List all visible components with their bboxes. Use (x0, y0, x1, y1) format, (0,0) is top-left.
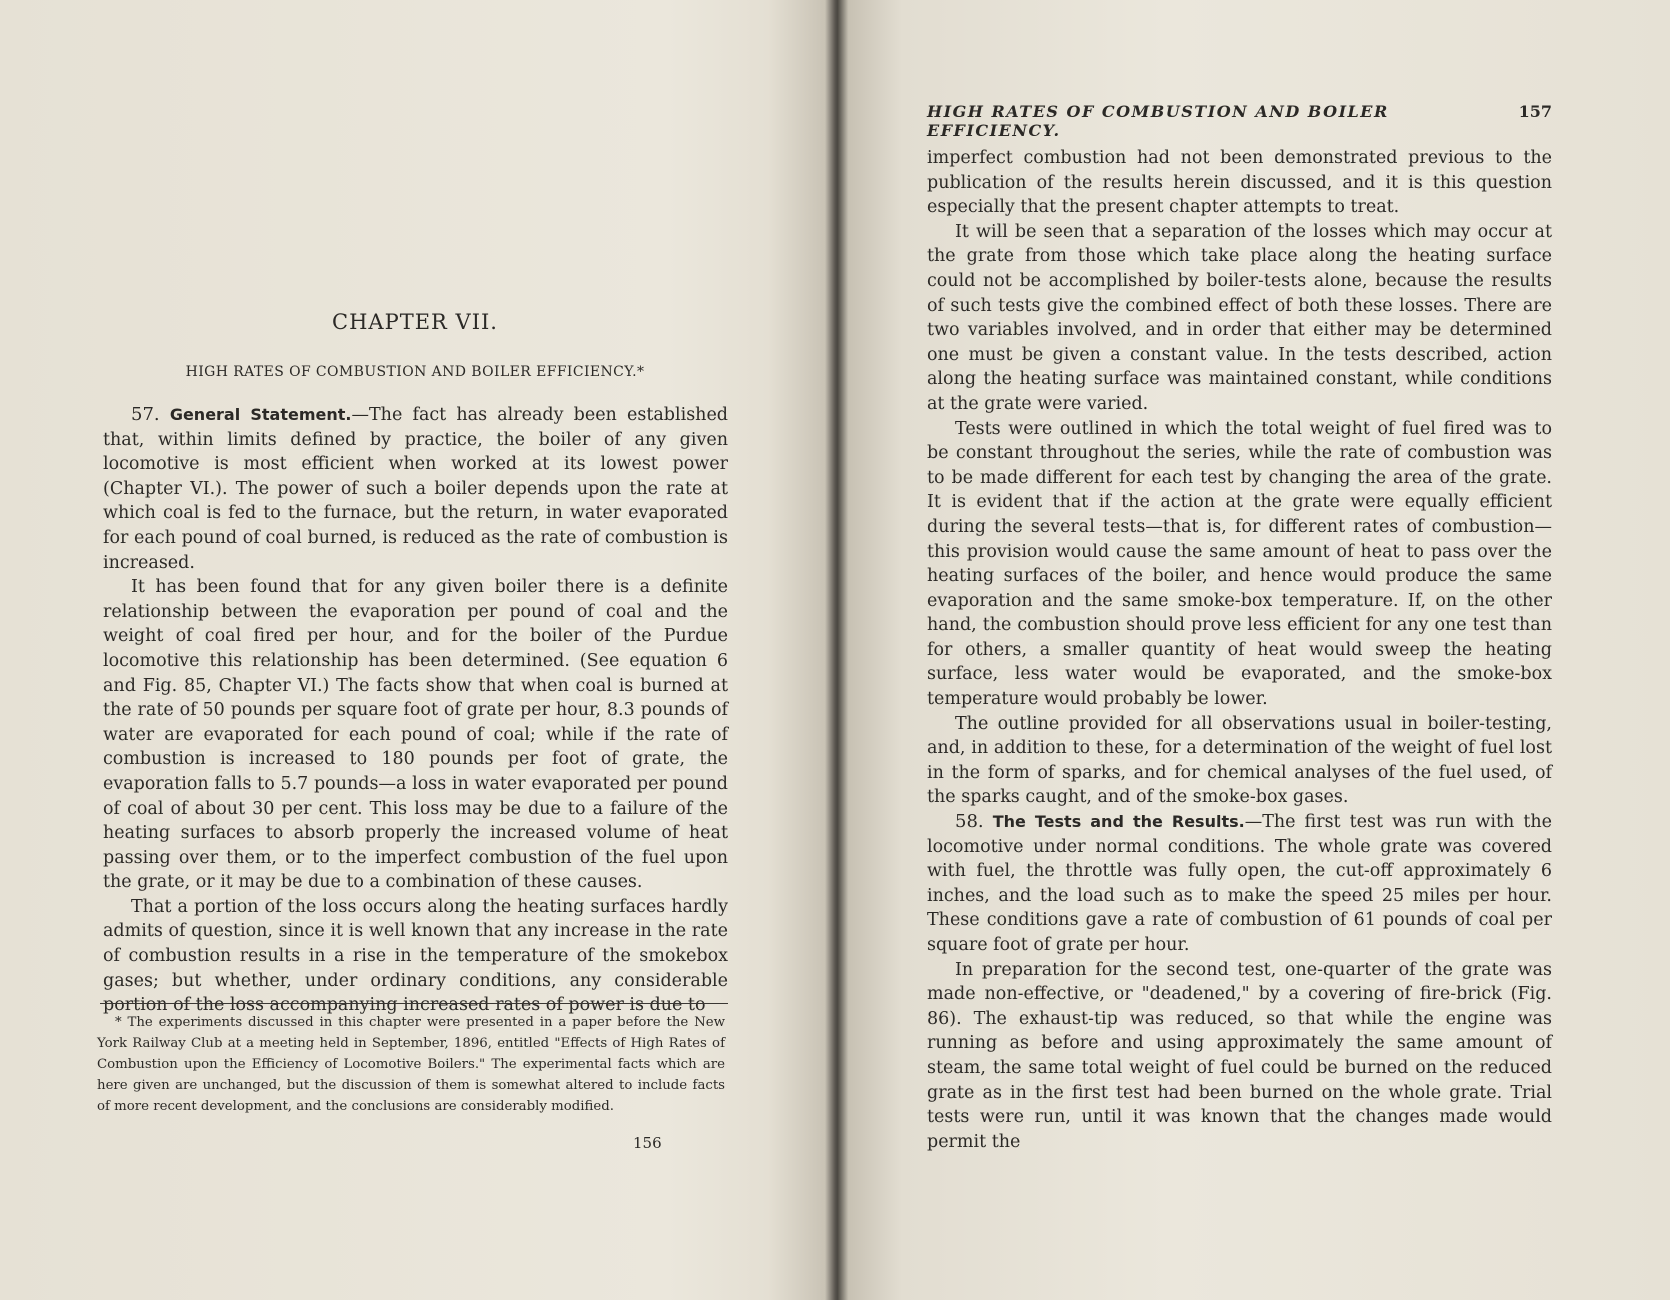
running-head-title: HIGH RATES OF COMBUSTION AND BOILER EFFICIENCY. (927, 102, 1389, 140)
paragraph: Tests were outlined in which the total weight of fuel fired was to be constant throughout the series, while the rate of combustion was to be made different for each test by changing the area of the grate. It is evident that if the action at the grate were equally efficient during the several tests—that is, for different rates of combustion—this provision would cause the same amount of heat to pass over the heating surfaces of the boiler, and hence would produce the same evaporation and the same smoke-box temperature. If, on the other hand, the combustion should prove less efficient for any one test than for others, a smaller quantity of heat would sweep the heating surface, less water would be evaporated, and the smoke-box temperature would probably be lower. (927, 418, 1552, 710)
section-58-paragraph (927, 810, 1552, 958)
paragraph: That a portion of the loss occurs along the heating surfaces hardly admits of question, since it is well known that any increase in the rate of combustion results in a rise in the temperature of the smokebox gases; but whether, under ordinary conditions, any considerable portion of the loss accompanying increased rates of power is due to (103, 896, 728, 1016)
footnote-divider (100, 1003, 728, 1004)
section-number: 58. (955, 811, 984, 833)
paragraph: It will be seen that a separation of the losses which may occur at the grate from those which take place along the heating surface could not be accomplished by boiler-tests alone, because the results of such tests give the combined effect of both these losses. There are two variables involved, and in order that either may be determined one must be given a constant value. In the tests described, action along the heating surface was maintained constant, while conditions at the grate were varied. (927, 221, 1552, 414)
footnote-text: * The experiments discussed in this chapter were presented in a paper before the New York Railway Club at a meeting held in September, 1896, entitled "Effects of High Rates of Combustion upon the Efficiency of Locomotive Boilers." The experimental facts which are here given are unchanged, but the discussion of them is somewhat altered to include facts of more recent development, and the conclusions are considerably modified. (97, 1015, 725, 1114)
section-text: —The first test was run with the locomotive under normal conditions. The whole grate was covered with fuel, the throttle was fully open, the cut-off approximately 6 inches, and the load such as to make the speed 25 miles per hour. These conditions gave a rate of combustion of 61 pounds of coal per square foot of grate per hour. (927, 812, 1553, 955)
chapter-heading: CHAPTER VII. (332, 310, 498, 334)
paragraph: In preparation for the second test, one-quarter of the grate was made non-effective, or "deadened," by a covering of fire-brick (Fig. 86). The exhaust-tip was reduced, so that while the engine was running as before and using approximately the same amount of steam, the same total weight of fuel could be burned on the reduced grate as in the first test had been burned on the whole grate. Trial tests were run, until it was known that the changes made would permit the (927, 959, 1552, 1152)
section-text: —The fact has already been established that, within limits defined by practice, the boiler of any given locomotive is most efficient when worked at its lowest power (Chapter VI.). The power of such a boiler depends upon the rate at which coal is fed to the furnace, but the return, in water evaporated for each pound of coal burned, is reduced as the rate of combustion is increased. (103, 405, 729, 573)
paragraph: It has been found that for any given boiler there is a definite relationship between the evaporation per pound of coal and the weight of coal fired per hour, and for the boiler of the Purdue locomotive this relationship has been determined. (See equation 6 and Fig. 85, Chapter VI.) The facts show that when coal is burned at the rate of 50 pounds per square foot of grate per hour, 8.3 pounds of water are evaporated for each pound of coal; while if the rate of combustion is increased to 180 pounds per foot of grate, the evaporation falls to 5.7 pounds—a loss in water evaporated per pound of coal of about 30 per cent. This loss may be due to a failure of the heating surfaces to absorb properly the increased volume of heat passing over them, or to the imperfect combustion of the fuel upon the grate, or it may be due to a combination of these causes. (103, 577, 728, 893)
section-title: General Statement. (169, 405, 352, 424)
right-body-text (927, 146, 1552, 1154)
running-head (927, 102, 1552, 140)
section-number: 57. (131, 404, 160, 425)
section-57-paragraph (103, 403, 728, 575)
footnote (97, 1012, 725, 1117)
left-page (0, 0, 815, 1300)
paragraph: The outline provided for all observations usual in boiler-testing, and, in addition to these, for a determination of the weight of fuel lost in the form of sparks, and for chemical analyses of the fuel used, of the sparks caught, and of the smoke-box gases. (927, 713, 1552, 808)
left-body-text (103, 403, 728, 1018)
section-title: The Tests and the Results. (992, 812, 1245, 832)
page-number: 156 (633, 1134, 662, 1152)
chapter-subtitle: HIGH RATES OF COMBUSTION AND BOILER EFFICIENCY.* (185, 364, 645, 380)
paragraph: imperfect combustion had not been demonstrated previous to the publication of the results herein discussed, and it is this question especially that the present chapter attempts to treat. (927, 148, 1552, 218)
page-number: 157 (1518, 102, 1552, 121)
